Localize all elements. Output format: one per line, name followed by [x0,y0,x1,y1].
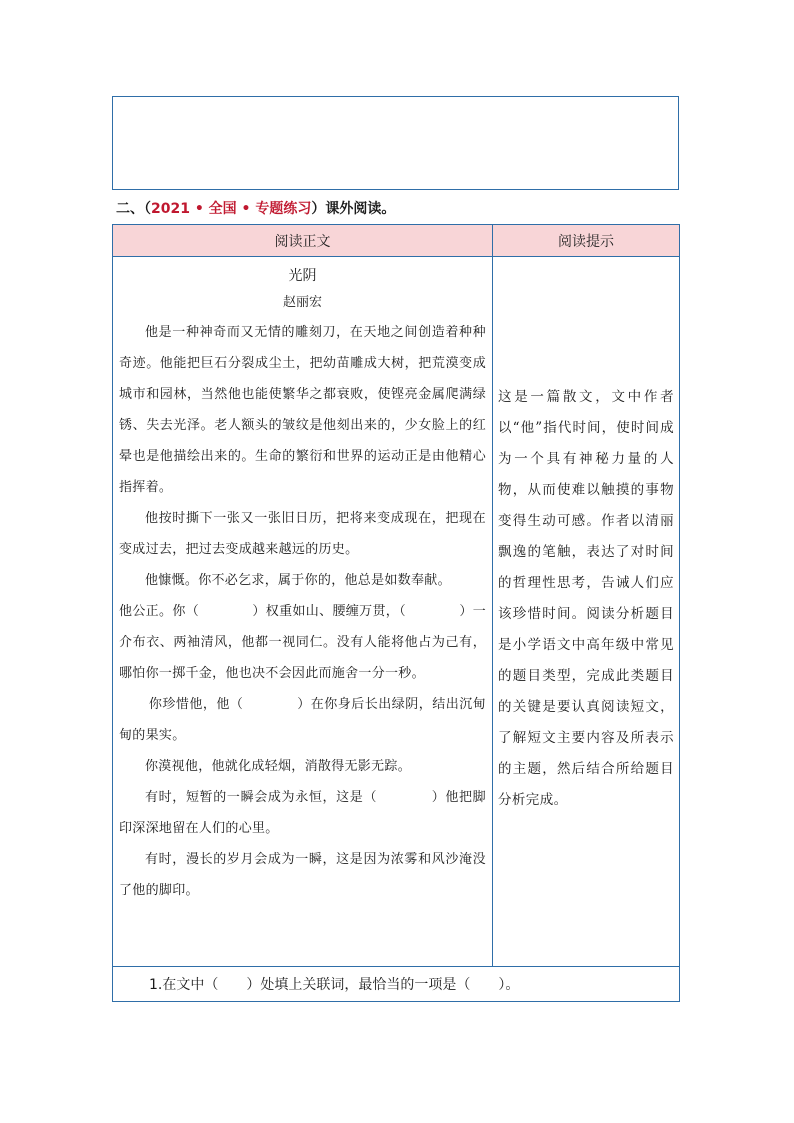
reading-hint-text: 这是一篇散文，文中作者以“他”指代时间，使时间成为一个具有神秘力量的人物，从而使难以触摸的事物变得生动可感。作者以清丽飘逸的笔触，表达了对时间的哲理性思考，告诫人们应该珍惜时间。阅读分析题目是小学语文中高年级中常见的题目类型，完成此类题目的关键是要认真阅读短文，了解短文主要内容及所表示的主题，然后结合所给题目分析完成。 [498,389,674,808]
main-text-cell [113,257,493,967]
reading-table [112,224,680,1002]
paragraph: 有时，短暂的一瞬会成为永恒，这是（ ）他把脚印深深地留在人们的心里。 [119,790,486,836]
paragraph: 你漠视他，他就化成轻烟，消散得无影无踪。 [145,759,412,774]
section-heading [116,198,395,218]
article-author: 赵丽宏 [282,295,322,310]
section-source: 2021 • 全国 • 专题练习 [151,201,312,217]
table-header-row [113,225,680,257]
paragraph: 你珍惜他，他（ ）在你身后长出绿阴，结出沉甸甸的果实。 [119,697,486,743]
paragraph: 他公正。你（ ）权重如山、腰缠万贯，（ ）一介布衣、两袖清风，他都一视同仁。没有人能将他占为己有，哪怕你一掷千金，他也决不会因此而施舍一分一秒。 [119,604,486,681]
question-row [113,967,680,1002]
question-1: 1.在文中（ ）处填上关联词，最恰当的一项是（ ）。 [113,967,680,1002]
header-main-text: 阅读正文 [113,225,493,257]
section-prefix: 二、（ [116,201,151,217]
paragraph: 有时，漫长的岁月会成为一瞬，这是因为浓雾和风沙淹没了他的脚印。 [119,852,486,898]
hint-cell [493,257,680,967]
article-title: 光阴 [288,268,317,284]
section-suffix: ）课外阅读。 [311,201,396,217]
answer-box [112,96,679,190]
paragraph: 他是一种神奇而又无情的雕刻刀，在天地之间创造着种种奇迹。他能把巨石分裂成尘土，把幼苗雕成大树，把荒漠变成城市和园林，当然他也能使繁华之都衰败，使铿亮金属爬满绿锈、失去光泽。老人额头的皱纹是他刻出来的，少女脸上的红晕也是他描绘出来的。生命的繁衍和世界的运动正是由他精心指挥着。 [119,325,486,495]
paragraph: 他慷慨。你不必乞求，属于你的，他总是如数奉献。 [145,573,451,588]
header-reading-hint: 阅读提示 [493,225,680,257]
table-body-row [113,257,680,967]
paragraph: 他按时撕下一张又一张旧日历，把将来变成现在，把现在变成过去，把过去变成越来越远的历史。 [119,511,486,557]
